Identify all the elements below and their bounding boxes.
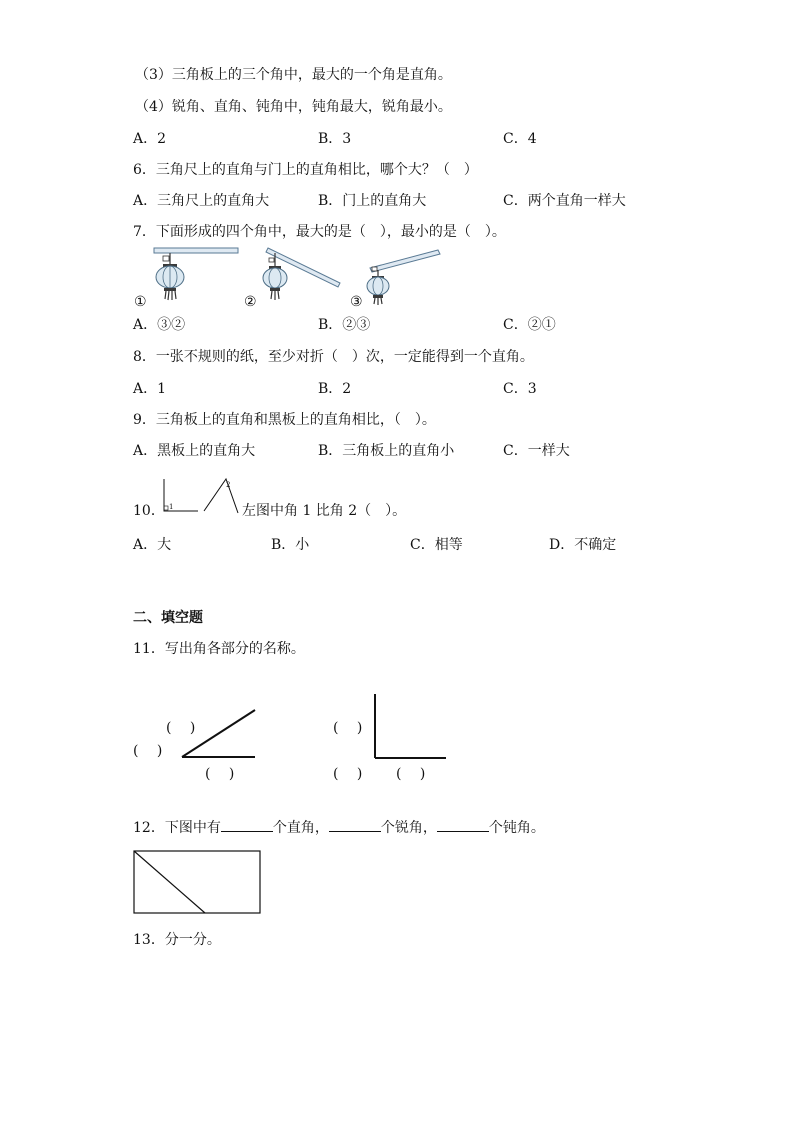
q6-option-c[interactable]: C．两个直角一样大 xyxy=(503,193,626,209)
q9-option-b[interactable]: B．三角板上的直角小 xyxy=(318,443,455,459)
q10-number: 10． xyxy=(133,503,165,519)
q7-lantern-figure xyxy=(130,246,460,308)
q12-stem xyxy=(133,817,545,837)
lantern-1-image xyxy=(154,248,238,300)
section-2-title: 二、填空题 xyxy=(133,610,203,626)
q11-blank-right-side[interactable]: ( ) xyxy=(333,720,363,736)
q10-text: 左图中角 1 比角 2（ ）。 xyxy=(242,503,407,519)
q7-stem: 7．下面形成的四个角中，最大的是（ ），最小的是（ ）。 xyxy=(133,224,506,240)
q12-blank-right-angles[interactable] xyxy=(221,817,273,832)
q7-option-a[interactable]: A．③② xyxy=(133,317,186,333)
lantern-2-image xyxy=(263,248,340,300)
q6-option-a[interactable]: A．三角尺上的直角大 xyxy=(133,193,270,209)
q12-rectangle-figure xyxy=(133,850,263,916)
q6-stem: 6．三角尺上的直角与门上的直角相比，哪个大？（ ） xyxy=(133,162,478,178)
q11-blank-acute-bottom-side[interactable]: ( ) xyxy=(205,766,235,782)
q12-part-2: 个锐角， xyxy=(380,820,437,836)
q8-option-b[interactable]: B．2 xyxy=(318,381,352,397)
q10-angle-1-label: 1 xyxy=(169,503,174,511)
q5-option-b[interactable]: B．3 xyxy=(318,131,352,147)
q12-part-3: 个钝角。 xyxy=(488,820,545,836)
lantern-3-image xyxy=(367,250,440,305)
q10-option-b[interactable]: B．小 xyxy=(271,537,310,553)
q9-option-a[interactable]: A．黑板上的直角大 xyxy=(133,443,256,459)
q11-blank-right-vertex[interactable]: ( ) xyxy=(333,766,363,782)
q5-option-c[interactable]: C．4 xyxy=(503,131,537,147)
q10-angle-figure xyxy=(160,475,240,515)
q8-stem: 8．一张不规则的纸，至少对折（ ）次，一定能得到一个直角。 xyxy=(133,349,534,365)
q12-blank-obtuse-angles[interactable] xyxy=(437,817,489,832)
q8-option-c[interactable]: C．3 xyxy=(503,381,537,397)
q5-statement-3: （3）三角板上的三个角中，最大的一个角是直角。 xyxy=(135,67,452,83)
q10-option-d[interactable]: D．不确定 xyxy=(549,537,617,553)
lantern-2-label: ② xyxy=(244,294,257,310)
q9-option-c[interactable]: C．一样大 xyxy=(503,443,570,459)
q5-option-a[interactable]: A．2 xyxy=(133,131,167,147)
q10-angle-2-label: 2 xyxy=(226,481,231,489)
q12-blank-acute-angles[interactable] xyxy=(329,817,381,832)
q10-option-a[interactable]: A．大 xyxy=(133,537,172,553)
q9-stem: 9．三角板上的直角和黑板上的直角相比，（ ）。 xyxy=(133,412,436,428)
q12-part-1: 个直角， xyxy=(272,820,329,836)
q8-option-a[interactable]: A．1 xyxy=(133,381,167,397)
q7-option-b[interactable]: B．②③ xyxy=(318,317,371,333)
q11-stem: 11．写出角各部分的名称。 xyxy=(133,641,305,657)
q10-option-c[interactable]: C．相等 xyxy=(410,537,463,553)
q5-statement-4: （4）锐角、直角、钝角中，钝角最大，锐角最小。 xyxy=(135,99,452,115)
q11-blank-acute-side[interactable]: ( ) xyxy=(166,720,196,736)
q12-prefix: 12．下图中有 xyxy=(133,820,221,836)
lantern-3-label: ③ xyxy=(350,294,363,310)
q6-option-b[interactable]: B．门上的直角大 xyxy=(318,193,427,209)
lantern-1-label: ① xyxy=(134,294,147,310)
q13-stem: 13．分一分。 xyxy=(133,932,221,948)
q7-option-c[interactable]: C．②① xyxy=(503,317,556,333)
q11-blank-right-bottom-side[interactable]: ( ) xyxy=(396,766,426,782)
q11-blank-acute-vertex[interactable]: ( ) xyxy=(133,743,163,759)
